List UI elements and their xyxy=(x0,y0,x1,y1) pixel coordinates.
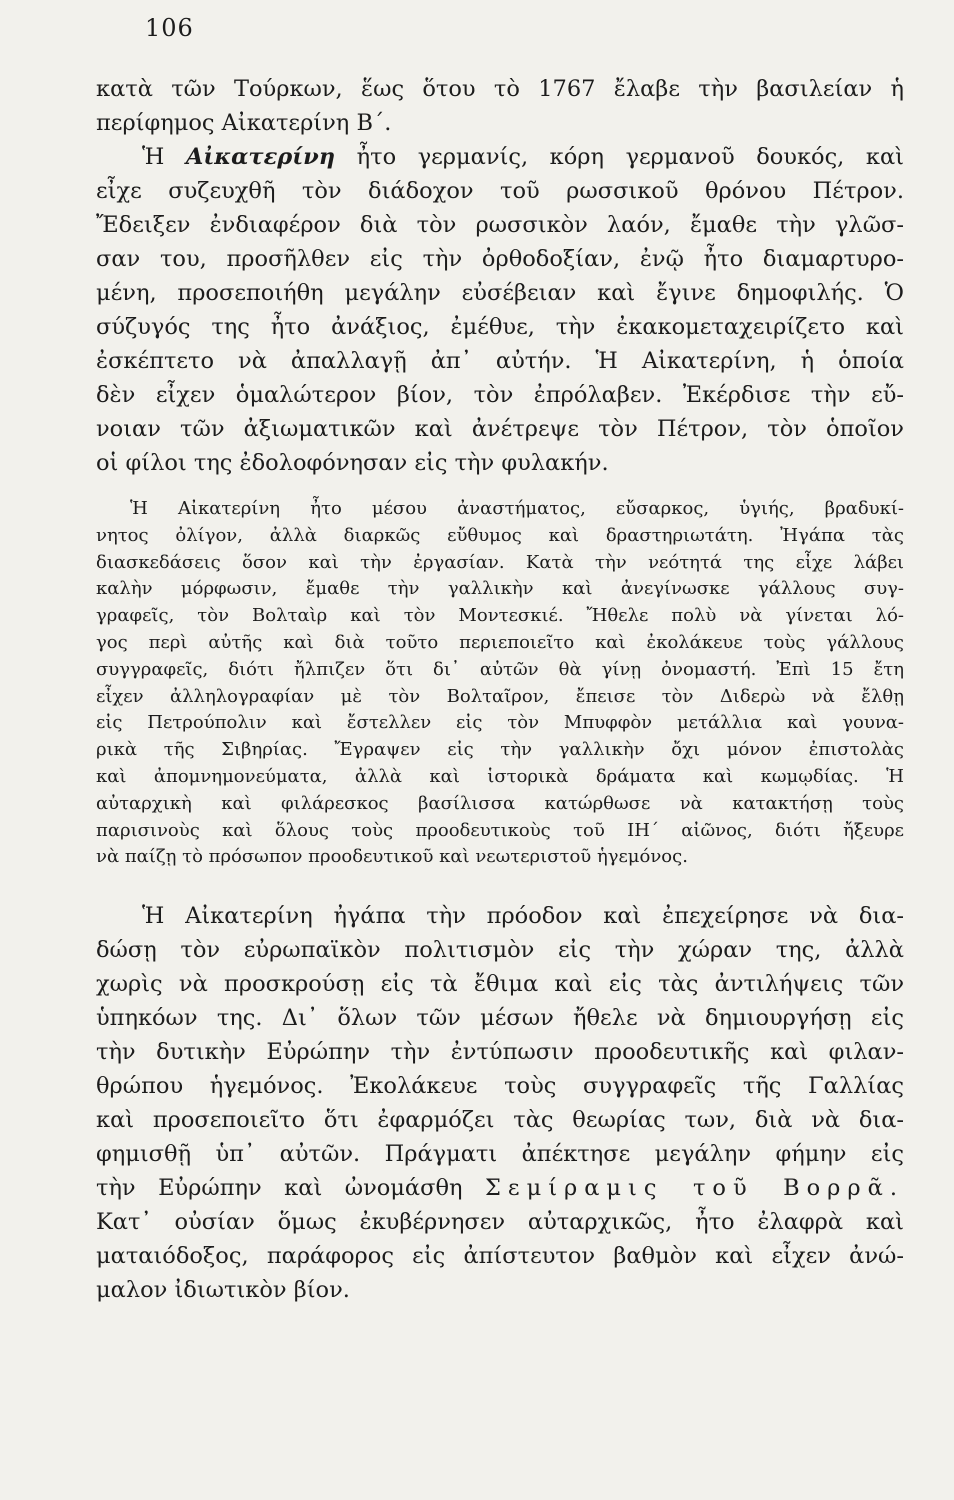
text-line: κατὰ τῶν Τούρκων, ἕως ὅτου τὸ 1767 ἔλαβε τὴν βασιλείαν ἡ xyxy=(96,76,904,102)
paragraph-2 xyxy=(96,140,904,480)
text-line: φημισθῇ ὑπ᾿ αὐτῶν. Πράγματι ἀπέκτησε μεγάλην φήμην εἰς xyxy=(96,1141,904,1168)
text-line: αὐταρχικὴ καὶ φιλάρεσκος βασίλισσα κατώρθωσε νὰ κατακτήσῃ τοὺς xyxy=(96,792,904,814)
text-line xyxy=(96,140,904,174)
text-line: νὰ παίζῃ τὸ πρόσωπον προοδευτικοῦ καὶ νεωτεριστοῦ ἡγεμόνος. xyxy=(96,846,688,868)
text-line: Ἡ Αἰκατερίνη ἦτο μέσου ἀναστήματος, εὔσαρκος, ὑγιής, βραδυκί- xyxy=(130,498,904,519)
line-lead: τὴν Εὐρώπην καὶ ὠνομάσθη xyxy=(96,1175,485,1202)
text-line: καὶ ἀπομνημονεύματα, ἀλλὰ καὶ ἱστορικὰ δράματα καὶ κωμῳδίας. Ἡ xyxy=(96,765,904,787)
text-line: νητος ὀλίγον, ἀλλὰ διαρκῶς εὔθυμος καὶ δραστηριωτάτη. Ἠγάπα τὰς xyxy=(96,524,904,546)
text-line: ρικὰ τῆς Σιβηρίας. Ἔγραψεν εἰς τὴν γαλλικὴν ὄχι μόνον ἐπιστολὰς xyxy=(96,739,904,761)
text-line: γος περὶ αὐτῆς καὶ διὰ τοῦτο περιεποιεῖτο καὶ ἐκολάκευε τοὺς γάλλους xyxy=(96,631,904,653)
text-line: εἶχεν ἀλληλογραφίαν μὲ τὸν Βολταῖρον, ἔπεισε τὸν Διδερὼ νὰ ἔλθῃ xyxy=(96,685,904,707)
page-number: 106 xyxy=(145,14,194,42)
paragraph-1 xyxy=(96,72,904,140)
spaced-epithet: Σεμίραμις τοῦ Βορρᾶ. xyxy=(485,1175,904,1202)
text-line: σαν του, προσῆλθεν εἰς τὴν ὀρθοδοξίαν, ἐνῷ ἦτο διαμαρτυρο- xyxy=(96,246,904,272)
text-line: θρώπου ἡγεμόνος. Ἐκολάκευε τοὺς συγγραφεῖς τῆς Γαλλίας xyxy=(96,1073,904,1100)
text-line: Ἔδειξεν ἐνδιαφέρον διὰ τὸν ρωσσικὸν λαόν, ἔμαθε τὴν γλῶσ- xyxy=(96,212,904,238)
text-line: γραφεῖς, τὸν Βολταὶρ καὶ τὸν Μοντεσκιέ. Ἤθελε πολὺ νὰ γίνεται λό- xyxy=(96,605,904,627)
paragraph-3-smallprint xyxy=(96,496,904,871)
text-line: χωρὶς νὰ προσκρούσῃ εἰς τὰ ἔθιμα καὶ εἰς τὰς ἀντιλήψεις τῶν xyxy=(96,971,904,998)
text-line: περίφημος Αἰκατερίνη Β΄. xyxy=(96,110,392,136)
text-line: νοιαν τῶν ἀξιωματικῶν καὶ ἀνέτρεψε τὸν Πέτρον, τὸν ὁποῖον xyxy=(96,416,904,442)
text-line: δὲν εἶχεν ὁμαλώτερον βίον, τὸν ἐπρόλαβεν. Ἐκέρδισε τὴν εὔ- xyxy=(96,382,904,408)
text-line: παρισινοὺς καὶ ὅλους τοὺς προοδευτικοὺς τοῦ ΙΗ΄ αἰῶνος, διότι ἤξευρε xyxy=(96,819,904,841)
text-line: συγγραφεῖς, διότι ἤλπιζεν ὅτι δι᾿ αὐτῶν θὰ γίνῃ ὀνομαστή. Ἐπὶ 15 ἔτη xyxy=(96,658,904,680)
text-line: Κατ᾿ οὐσίαν ὅμως ἐκυβέρνησεν αὐταρχικῶς, ἦτο ἐλαφρὰ καὶ xyxy=(96,1209,904,1236)
text-line: τὴν δυτικὴν Εὐρώπην τὴν ἐντύπωσιν προοδευτικῆς καὶ φιλαν- xyxy=(96,1039,904,1066)
paragraph-lead-rest: ἦτο γερμανίς, κόρη γερμανοῦ δουκός, καὶ xyxy=(335,144,904,170)
paragraph-4 xyxy=(96,899,904,1307)
text-line: ματαιόδοξος, παράφορος εἰς ἀπίστευτον βαθμὸν καὶ εἶχεν ἀνώ- xyxy=(96,1243,904,1270)
text-line: ὑπηκόων της. Δι᾿ ὅλων τῶν μέσων ἤθελε νὰ δημιουργήσῃ εἰς xyxy=(96,1005,904,1032)
text-line: Ἡ Αἰκατερίνη ἠγάπα τὴν πρόοδον καὶ ἐπεχείρησε νὰ δια- xyxy=(142,903,904,930)
text-line: ἐσκέπτετο νὰ ἀπαλλαγῇ ἀπ᾿ αὐτήν. Ἡ Αἰκατερίνη, ἡ ὁποία xyxy=(96,348,904,374)
text-line: διασκεδάσεις ὅσον καὶ τὴν ἐργασίαν. Κατὰ τὴν νεότητά της εἶχε λάβει xyxy=(96,551,904,573)
text-line: εἰς Πετρούπολιν καὶ ἔστελλεν εἰς τὸν Μπυφφὸν μετάλλια καὶ γουνα- xyxy=(96,712,904,734)
text-line: οἱ φίλοι της ἐδολοφόνησαν εἰς τὴν φυλακήν. xyxy=(96,450,609,476)
page-body xyxy=(96,72,904,1307)
text-line: καλὴν μόρφωσιν, ἔμαθε τὴν γαλλικὴν καὶ ἀνεγίνωσκε γάλλους συγ- xyxy=(96,578,904,600)
text-line: καὶ προσεποιεῖτο ὅτι ἐφαρμόζει τὰς θεωρίας των, διὰ νὰ δια- xyxy=(96,1107,904,1134)
text-line: δώσῃ τὸν εὐρωπαϊκὸν πολιτισμὸν εἰς τὴν χώραν της, ἀλλὰ xyxy=(96,937,904,964)
text-line xyxy=(96,1171,904,1205)
emphasized-name: Αἰκατερίνη xyxy=(185,144,336,170)
paragraph-lead: Ἡ xyxy=(142,144,186,170)
text-line: σύζυγός της ἦτο ἀνάξιος, ἐμέθυε, τὴν ἐκακομεταχειρίζετο καὶ xyxy=(96,314,904,340)
text-line: μαλον ἰδιωτικὸν βίον. xyxy=(96,1277,350,1304)
text-line: εἶχε συζευχθῆ τὸν διάδοχον τοῦ ρωσσικοῦ θρόνου Πέτρον. xyxy=(96,178,904,204)
text-line: μένη, προσεποιήθη μεγάλην εὐσέβειαν καὶ ἔγινε δημοφιλής. Ὁ xyxy=(96,280,904,306)
